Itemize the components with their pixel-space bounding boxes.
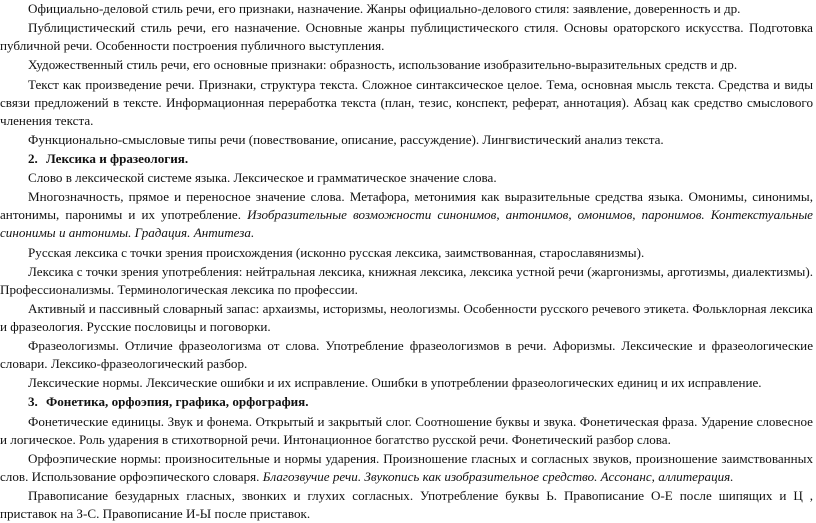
italic-text: Благозвучие речи. Звукопись как изобразительное средство. Ассонанс, аллитерация. (262, 468, 734, 484)
text-run: Многозначность, прямое и переносное значение слова. Метафора, метонимия как выразительные средства языка. Омонимы, синонимы, антонимы, паронимы и их употребление. (0, 189, 813, 223)
paragraph (0, 188, 813, 242)
text-run: Функционально-смысловые типы речи (повествование, описание, рассуждение). Лингвистический анализ текста. (28, 131, 664, 147)
text-run: Фонетика, орфоэпия, графика, орфография. (46, 394, 309, 410)
text-run: Лексика и фразеология. (46, 150, 189, 166)
text-run: Орфоэпические нормы: произносительные и нормы ударения. Произношение гласных и согласных звуков, произношение заимствованных слов. Использование орфоэпического словаря. (0, 450, 813, 484)
text-run: Правописание безударных гласных, звонких и глухих согласных. Употребление буквы Ь. Правописание О-Е после шипящих и Ц , приставок на З-С. Правописание И-Ы после приставок. (0, 488, 813, 521)
paragraph (0, 413, 813, 449)
paragraph (0, 263, 813, 299)
text-run: Официально-деловой стиль речи, его признаки, назначение. Жанры официально-делового стиля: заявление, доверенность и др. (28, 1, 741, 16)
text-run: Текст как произведение речи. Признаки, структура текста. Сложное синтаксическое целое. Тема, основная мысль текста. Средства и виды связи предложений в тексте. Информационная переработка текста (план, тезис, конспект, реферат, аннотация). Абзац как средство смыслового членения текста. (0, 76, 813, 128)
paragraph (0, 337, 813, 373)
section-heading (0, 393, 813, 411)
italic-text: Изобразительные возможности синонимов, антонимов, омонимов, паронимов. Контекстуальные синонимы и антонимы. Градация. Антитеза. (0, 207, 813, 241)
text-run: Русская лексика с точки зрения происхождения (исконно русская лексика, заимствованная, старославянизмы). (28, 244, 645, 260)
text-run: Слово в лексической системе языка. Лексическое и грамматическое значение слова. (28, 170, 497, 186)
paragraph (0, 19, 813, 55)
text-run: Лексические нормы. Лексические ошибки и их исправление. Ошибки в употреблении фразеологических единиц и их исправление. (28, 375, 762, 391)
paragraph (0, 0, 813, 18)
text-run: Публицистический стиль речи, его назначение. Основные жанры публицистического стиля. Основы ораторского искусства. Подготовка публичной речи. Особенности построения публичного выступления. (0, 20, 813, 54)
section-heading (0, 150, 813, 168)
paragraph (0, 131, 813, 149)
paragraph (0, 56, 813, 74)
text-run: Фразеологизмы. Отличие фразеологизма от слова. Употребление фразеологизмов в речи. Афоризмы. Лексические и фразеологические словари. Лексико-фразеологический разбор. (0, 338, 813, 372)
section-number: 3. (28, 394, 38, 410)
paragraph (0, 169, 813, 187)
paragraph (0, 244, 813, 262)
text-run: Фонетические единицы. Звук и фонема. Открытый и закрытый слог. Соотношение буквы и звука. Фонетическая фраза. Ударение словесное и логическое. Роль ударения в стихотворной речи. Интонационное богатство русской речи. Фонетический разбор слова. (0, 413, 813, 447)
text-run: Лексика с точки зрения употребления: нейтральная лексика, книжная лексика, лексика устной речи (жаргонизмы, арготизмы, диалектизмы). Профессионализмы. Терминологическая лексика по профессии. (0, 263, 813, 297)
paragraph (0, 76, 813, 130)
paragraph (0, 450, 813, 486)
paragraph (0, 374, 813, 392)
text-run: Художественный стиль речи, его основные признаки: образность, использование изобразительно-выразительных средств и др. (28, 57, 738, 73)
paragraph (0, 487, 813, 523)
paragraph (0, 300, 813, 336)
section-number: 2. (28, 150, 38, 166)
text-run: Активный и пассивный словарный запас: архаизмы, историзмы, неологизмы. Особенности русского речевого этикета. Фольклорная лексика и фразеология. Русские пословицы и поговорки. (0, 300, 813, 334)
